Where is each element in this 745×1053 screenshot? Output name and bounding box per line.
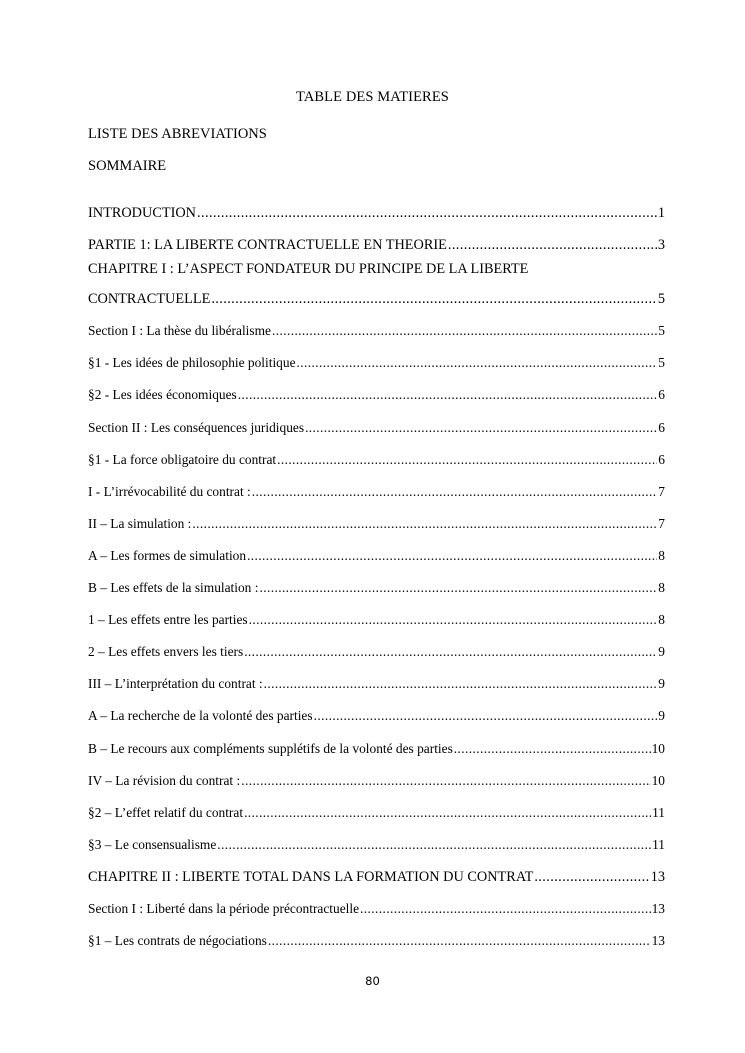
toc-dot-leader [534,868,649,886]
toc-entry-text: 2 – Les effets envers les tiers [88,644,244,660]
toc-entry-text: II – La simulation : [88,515,192,531]
toc-entry [88,190,665,222]
toc-entry [88,308,665,340]
toc-entry-heading-line [88,254,665,278]
toc-entry [88,469,665,501]
toc-entry-text: I - L’irrévocabilité du contrat : [88,483,251,499]
toc-dot-leader [244,804,651,822]
toc-heading-sommaire: SOMMAIRE [88,158,167,174]
toc-dot-leader [249,611,658,629]
toc-entry [88,278,665,308]
toc-entry [88,790,665,822]
toc-dot-leader [454,740,651,758]
toc-entry-text: §1 – Les contrats de négociations [88,933,267,949]
toc-entry [88,565,665,597]
toc-entry-page-number: 11 [652,836,665,852]
toc-entry [88,222,665,254]
toc-entry-text: Section I : Liberté dans la période précontractuelle [88,900,360,916]
toc-entry-text: CONTRACTUELLE [88,291,211,308]
toc-entry-text: 1 – Les effets entre les parties [88,612,248,628]
toc-entry-text: Section II : Les conséquences juridiques [88,419,305,435]
toc-dot-leader [211,290,657,308]
toc-entry-page-number: 11 [652,804,665,820]
toc-entry-page-number: 10 [651,740,665,756]
toc-entry-text: PARTIE 1: LA LIBERTE CONTRACTUELLE EN THEORIE [88,237,447,254]
toc-entry-page-number: 9 [658,644,665,660]
toc-entry-text: §3 – Le consensualisme [88,836,217,852]
toc-entry-page-number: 7 [658,483,665,499]
toc-dot-leader [241,772,650,790]
toc-entry-text: B – Les effets de la simulation : [88,580,259,596]
toc-entry [88,340,665,372]
toc-entry-text: §2 – L’effet relatif du contrat [88,804,244,820]
toc-heading-liste-abreviations: LISTE DES ABREVIATIONS [88,126,267,142]
toc-dot-leader [217,836,651,854]
toc-entry [88,437,665,469]
toc-entry-text: III – L’interprétation du contrat : [88,676,263,692]
toc-dot-leader [305,419,657,437]
toc-entry-page-number: 6 [658,451,665,467]
toc-entry [88,918,665,950]
toc-entry-page-number: 8 [658,612,665,628]
toc-dot-leader [264,675,658,693]
toc-dot-leader [277,451,657,469]
toc-entry-page-number: 8 [658,547,665,563]
toc-entry-page-number: 6 [658,387,665,403]
toc-dot-leader [360,900,651,918]
toc-entry [88,629,665,661]
table-of-contents [88,190,665,950]
toc-entry-page-number: 6 [658,419,665,435]
toc-entry-page-number: 10 [651,772,665,788]
toc-entry-page-number: 7 [658,515,665,531]
toc-entry-page-number: 5 [658,323,665,339]
toc-entry-text: §1 - La force obligatoire du contrat [88,451,277,467]
toc-dot-leader [252,483,658,501]
toc-entry-page-number: 8 [658,580,665,596]
toc-dot-leader [192,515,657,533]
toc-entry-text-line1: CHAPITRE I : L’ASPECT FONDATEUR DU PRINCIPE DE LA LIBERTE [88,261,529,278]
toc-entry-page-number: 3 [657,237,665,254]
toc-entry-page-number: 13 [651,900,665,916]
toc-entry-text: CHAPITRE II : LIBERTE TOTAL DANS LA FORMATION DU CONTRAT [88,868,534,885]
toc-dot-leader [244,643,657,661]
toc-dot-leader [197,204,657,222]
toc-entry-page-number: 1 [657,205,665,222]
toc-entry [88,886,665,918]
toc-entry [88,725,665,757]
toc-entry-text: B – Le recours aux compléments supplétifs de la volonté des parties [88,740,453,756]
toc-dot-leader [247,547,657,565]
toc-entry-page-number: 5 [658,355,665,371]
toc-entry [88,693,665,725]
toc-entry [88,501,665,533]
toc-dot-leader [238,386,658,404]
toc-entry-text: IV – La révision du contrat : [88,772,241,788]
toc-dot-leader [297,354,658,372]
toc-entry-text: §2 - Les idées économiques [88,387,237,403]
toc-entry [88,372,665,404]
toc-entry-page-number: 5 [657,291,665,308]
toc-entry-page-number: 13 [650,868,665,885]
toc-entry [88,661,665,693]
toc-entry [88,533,665,565]
toc-entry-text: A – Les formes de simulation [88,547,247,563]
toc-dot-leader [268,932,651,950]
toc-entry-text: §1 - Les idées de philosophie politique [88,355,296,371]
toc-entry-page-number: 9 [658,708,665,724]
toc-entry-text: A – La recherche de la volonté des parties [88,708,313,724]
toc-entry [88,404,665,436]
toc-dot-leader [259,579,657,597]
toc-entry-page-number: 9 [658,676,665,692]
toc-entry [88,822,665,854]
toc-dot-leader [314,707,658,725]
toc-entry [88,854,665,886]
toc-entry-text: Section I : La thèse du libéralisme [88,323,271,339]
toc-entry [88,758,665,790]
page-title: TABLE DES MATIERES [296,89,449,105]
toc-entry-page-number: 13 [651,933,665,949]
toc-entry-text: INTRODUCTION [88,205,197,222]
page-number: 80 [365,974,380,988]
toc-dot-leader [448,236,657,254]
toc-dot-leader [272,322,657,340]
toc-entry [88,597,665,629]
